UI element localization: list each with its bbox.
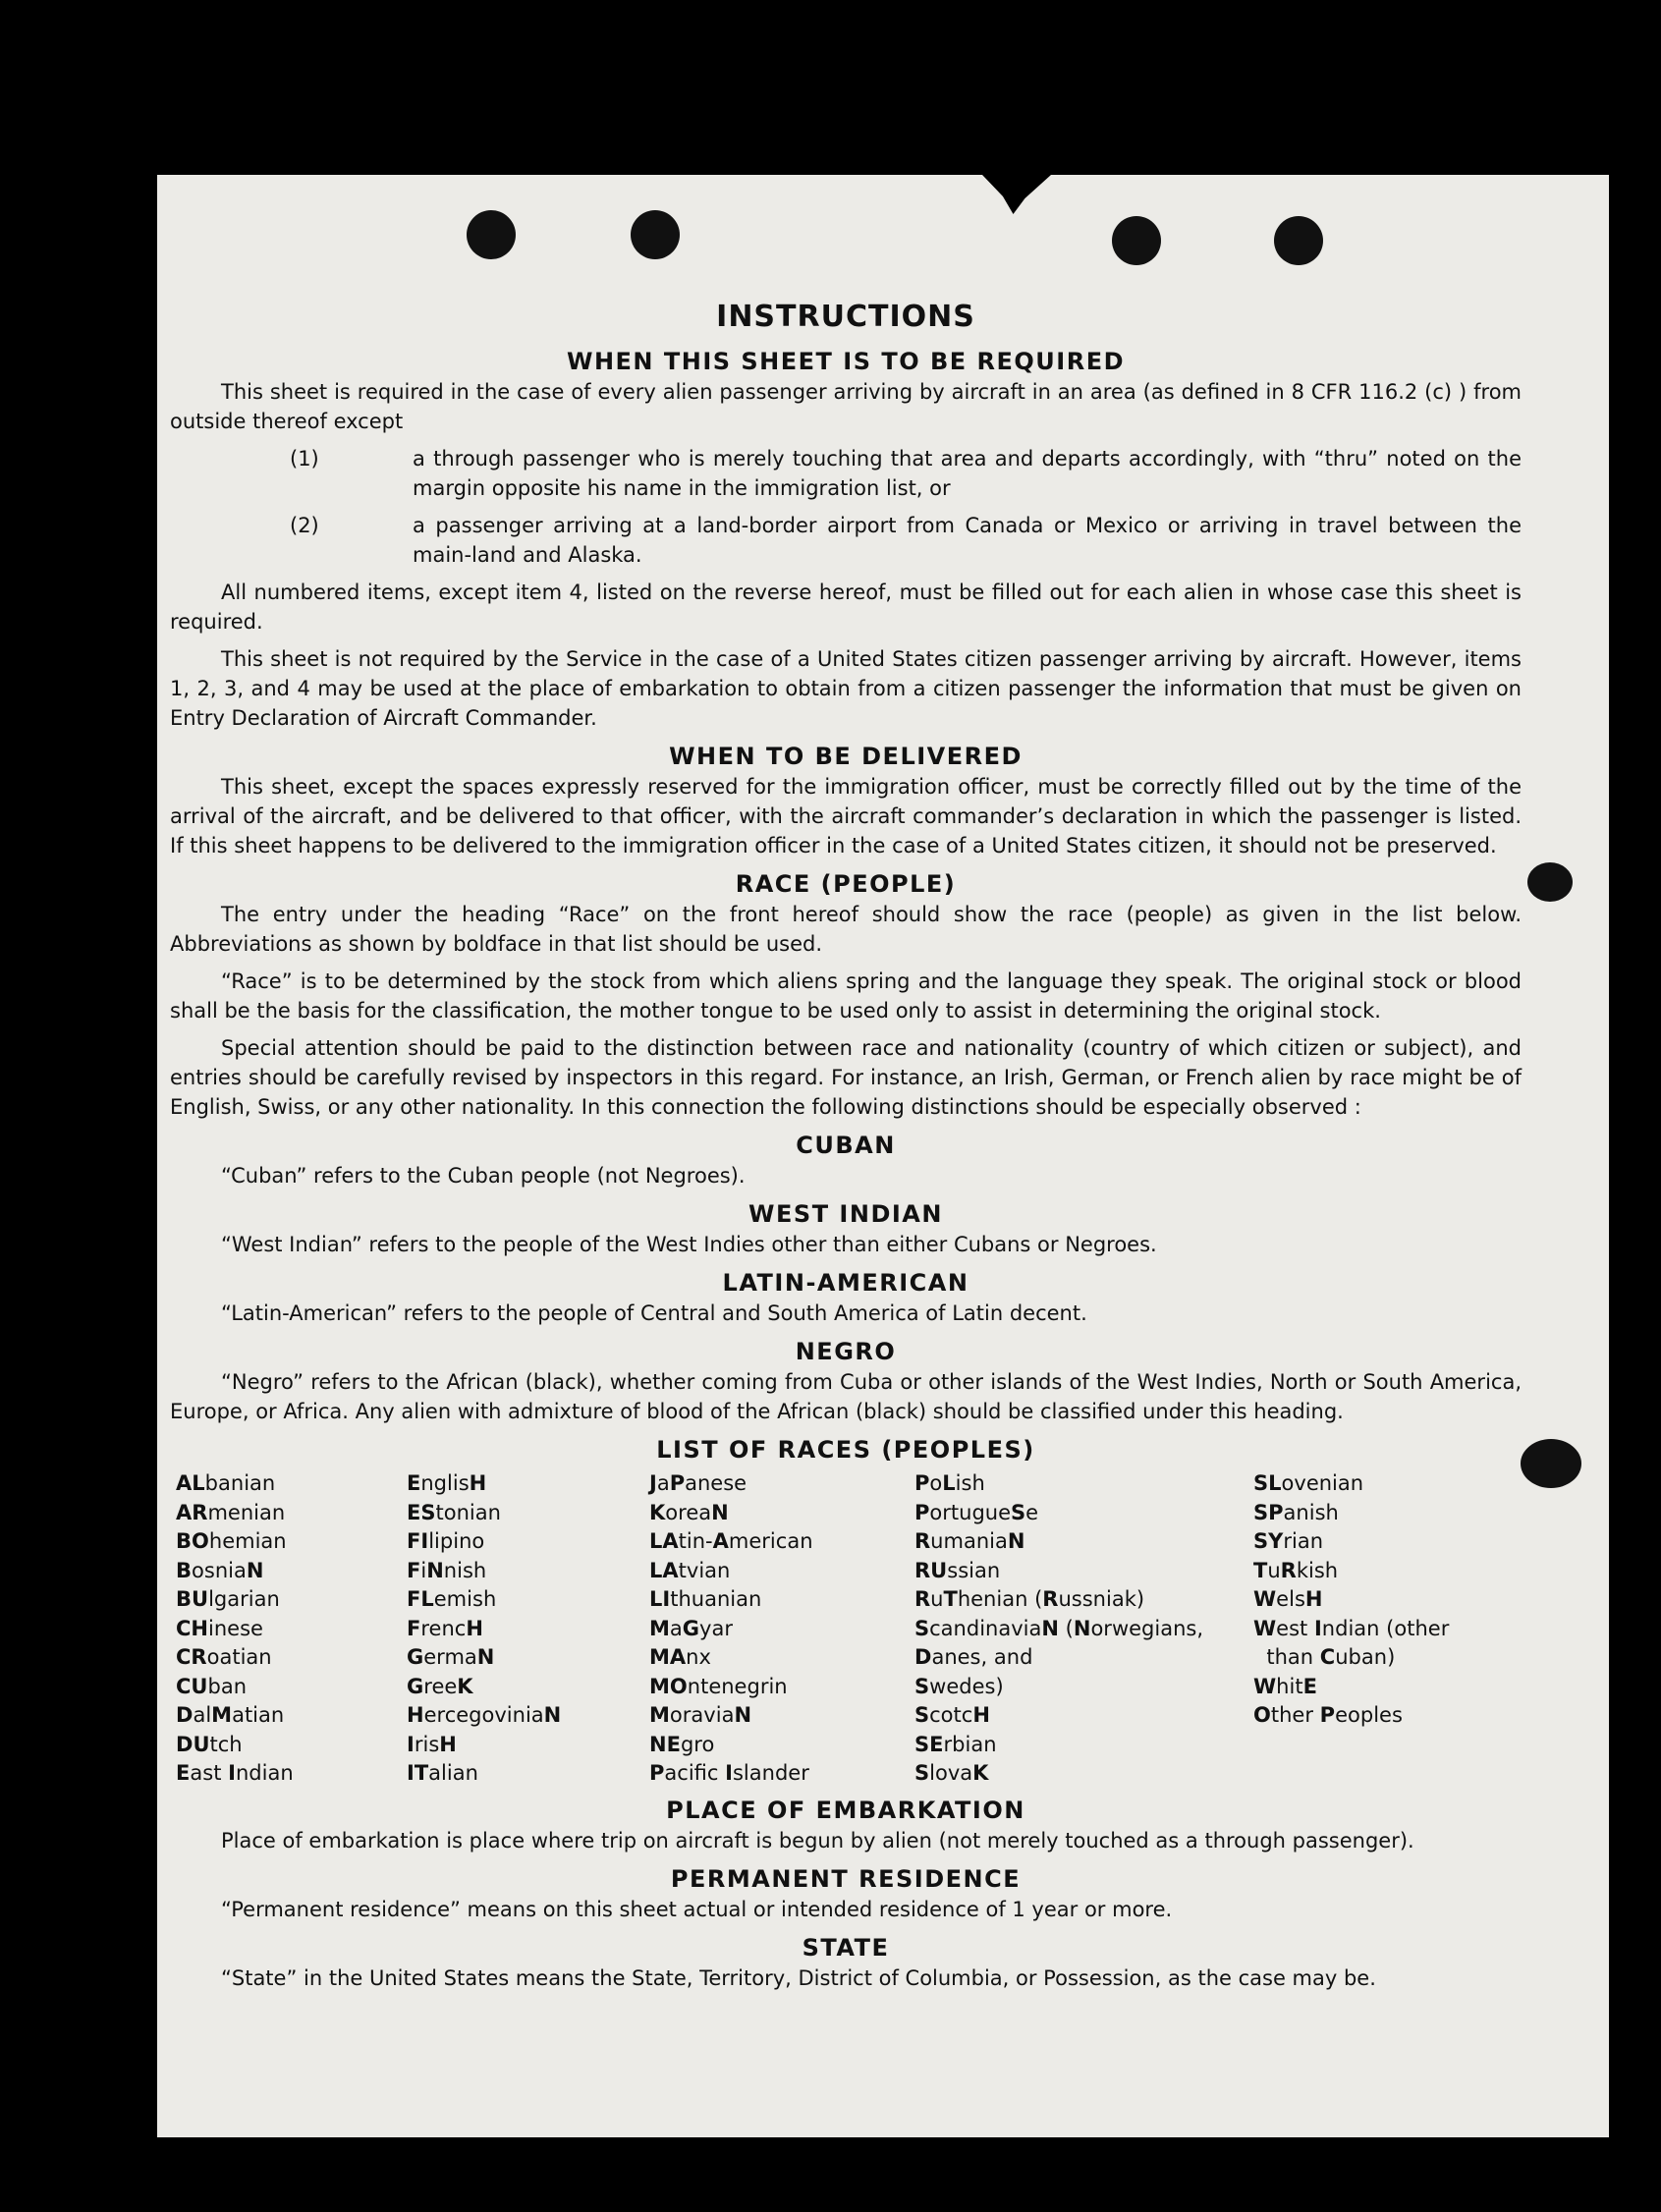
punch-hole xyxy=(631,210,680,259)
race-entry: PortugueSe xyxy=(914,1500,1039,1524)
race-entry: DUtch xyxy=(176,1732,243,1756)
race-entry: MAnx xyxy=(649,1645,711,1669)
races-column xyxy=(1253,1469,1509,1789)
paragraph: “Negro” refers to the African (black), whether coming from Cuba or other islands of the West Indies, North or South America, Europe, or Africa. Any alien with admixture of blood of the African (black) should be classified under this heading. xyxy=(170,1370,1522,1423)
race-entry: TuRkish xyxy=(1253,1558,1339,1582)
exception-item: (2) a passenger arriving at a land-border airport from Canada or Mexico or arriving in travel between the main-land and Alaska. xyxy=(290,514,1522,567)
race-entry: RumaniaN xyxy=(914,1529,1025,1553)
paragraph: “Race” is to be determined by the stock from which aliens spring and the language they speak. The original stock or blood shall be the basis for the classification, the mother tongue to be used only to assist in determining the original stock. xyxy=(170,969,1522,1023)
races-column xyxy=(176,1469,407,1789)
punch-hole xyxy=(467,210,516,259)
race-entry: SErbian xyxy=(914,1732,997,1756)
paragraph: “Latin-American” refers to the people of Central and South America of Latin decent. xyxy=(221,1301,1087,1325)
race-entry: BOhemian xyxy=(176,1529,287,1553)
race-entry: Danes, and xyxy=(914,1645,1033,1669)
race-entry: SYrian xyxy=(1253,1529,1324,1553)
race-entry: East Indian xyxy=(176,1761,294,1785)
paragraph: This sheet is not required by the Service in the case of a United States citizen passenger arriving by aircraft. However, items 1, 2, 3, and 4 may be used at the place of embarkation to obtain from a citizen passenger the information that must be given on Entry Declaration of Aircraft Commander. xyxy=(170,647,1522,730)
race-entry: SLovenian xyxy=(1253,1471,1364,1495)
race-entry: FrencH xyxy=(407,1616,483,1640)
paragraph: Place of embarkation is place where trip on aircraft is begun by alien (not merely touched as a through passenger). xyxy=(221,1828,1414,1853)
race-entry: LAtin-American xyxy=(649,1529,813,1553)
heading-latin-american: LATIN-AMERICAN xyxy=(722,1269,969,1297)
race-entry: BUlgarian xyxy=(176,1587,280,1611)
paragraph: This sheet, except the spaces expressly reserved for the immigration officer, must be correctly filled out by the time of the arrival of the aircraft, and be delivered to that officer, with the aircraft commander’s declaration in which the passenger is listed. If this sheet happens to be delivered to the immigration officer in the case of a United States citizen, it should not be preserved. xyxy=(170,775,1522,857)
races-column xyxy=(914,1469,1253,1789)
races-column xyxy=(407,1469,649,1789)
paragraph: “West Indian” refers to the people of the West Indies other than either Cubans or Negroes. xyxy=(221,1233,1157,1256)
race-entry: DalMatian xyxy=(176,1703,285,1727)
race-entry: IrisH xyxy=(407,1732,457,1756)
race-entry: ARmenian xyxy=(176,1500,286,1524)
punch-hole xyxy=(1112,216,1161,265)
race-entry: FiNnish xyxy=(407,1558,487,1582)
paragraph: “Cuban” refers to the Cuban people (not Negroes). xyxy=(221,1164,746,1188)
race-entry: LAtvian xyxy=(649,1558,731,1582)
heading-west-indian: WEST INDIAN xyxy=(748,1200,943,1228)
ink-blot xyxy=(1527,862,1573,902)
heading-when-delivered: WHEN TO BE DELIVERED xyxy=(669,743,1023,770)
paragraph: “State” in the United States means the State, Territory, District of Columbia, or Possession, as the case may be. xyxy=(221,1965,1376,1990)
race-entry: BosniaN xyxy=(176,1558,264,1582)
race-entry: Other Peoples xyxy=(1253,1703,1403,1727)
page-title: INSTRUCTIONS xyxy=(716,300,975,334)
race-entry: Pacifc Islander xyxy=(649,1761,809,1785)
race-entry: ITalian xyxy=(407,1761,478,1785)
race-entry: SPanish xyxy=(1253,1500,1339,1524)
race-entry: GreeK xyxy=(407,1674,473,1698)
race-entry: CRoatian xyxy=(176,1645,272,1669)
race-entry: HercegoviniaN xyxy=(407,1703,562,1727)
race-entry: ALbanian xyxy=(176,1471,276,1495)
heading-negro: NEGRO xyxy=(795,1338,897,1365)
race-entry: MOntenegrin xyxy=(649,1674,788,1698)
race-entry: FIlipino xyxy=(407,1529,485,1553)
heading-list-of-races: LIST OF RACES (PEOPLES) xyxy=(656,1436,1035,1464)
heading-when-required: WHEN THIS SHEET IS TO BE REQUIRED xyxy=(566,348,1126,375)
instructions-text xyxy=(170,295,1522,2001)
race-entry: LIthuanian xyxy=(649,1587,762,1611)
races-list xyxy=(176,1469,1522,1789)
races-column xyxy=(649,1469,914,1789)
race-entry: JaPanese xyxy=(649,1471,747,1495)
punch-hole xyxy=(1274,216,1323,265)
race-entry: CHinese xyxy=(176,1616,263,1640)
race-entry: SlovaK xyxy=(914,1761,989,1785)
race-entry: than Cuban) xyxy=(1266,1645,1396,1669)
race-entry: NEgro xyxy=(649,1732,715,1756)
heading-race: RACE (PEOPLE) xyxy=(735,870,957,898)
race-entry: WhitE xyxy=(1253,1674,1317,1698)
heading-permanent-residence: PERMANENT RESIDENCE xyxy=(670,1864,1022,1893)
heading-place-of-embarkation: PLACE OF EMBARKATION xyxy=(666,1796,1025,1824)
race-entry: KoreaN xyxy=(649,1500,729,1524)
paragraph: Special attention should be paid to the distinction between race and nationality (country of which citizen or subject), and entries should be carefully revised by inspectors in this regard. For instance, an Irish, German, or French alien by race might be of English, Swiss, or any other nationality. In this connection the following distinctions should be especially observed : xyxy=(170,1036,1522,1119)
race-entry: EnglisH xyxy=(407,1471,487,1495)
race-entry: PoLish xyxy=(914,1471,985,1495)
race-entry: MoraviaN xyxy=(649,1703,752,1727)
race-entry: EStonian xyxy=(407,1500,501,1524)
paragraph: “Permanent residence” means on this sheet actual or intended residence of 1 year or more. xyxy=(221,1897,1173,1921)
race-entry: MaGyar xyxy=(649,1616,733,1640)
race-entry: ScandinaviaN (Norwegians, xyxy=(914,1616,1204,1640)
race-entry: West Indian (other xyxy=(1253,1616,1450,1640)
heading-cuban: CUBAN xyxy=(796,1132,896,1159)
race-entry: CUban xyxy=(176,1674,248,1698)
paragraph: All numbered items, except item 4, listed on the reverse hereof, must be filled out for each alien in whose case this sheet is required. xyxy=(170,581,1522,634)
race-entry: FLemish xyxy=(407,1587,497,1611)
paragraph: The entry under the heading “Race” on the front hereof should show the race (people) as given in the list below. Abbreviations as shown by boldface in that list should be used. xyxy=(170,903,1522,956)
ink-blot xyxy=(1521,1439,1581,1488)
race-entry: RUssian xyxy=(914,1558,1001,1582)
paragraph: This sheet is required in the case of every alien passenger arriving by aircraft in an area (as defined in 8 CFR 116.2 (c) ) from outside thereof except xyxy=(170,380,1522,433)
heading-state: STATE xyxy=(802,1933,890,1962)
race-entry: WelsH xyxy=(1253,1587,1323,1611)
race-entry: ScotcH xyxy=(914,1703,990,1727)
race-entry: RuThenian (Russniak) xyxy=(914,1587,1145,1611)
race-entry: GermaN xyxy=(407,1645,495,1669)
race-entry: Swedes) xyxy=(914,1674,1004,1698)
exception-item: (1) a through passenger who is merely touching that area and departs accordingly, with “thru” noted on the margin opposite his name in the immigration list, or xyxy=(290,447,1522,500)
